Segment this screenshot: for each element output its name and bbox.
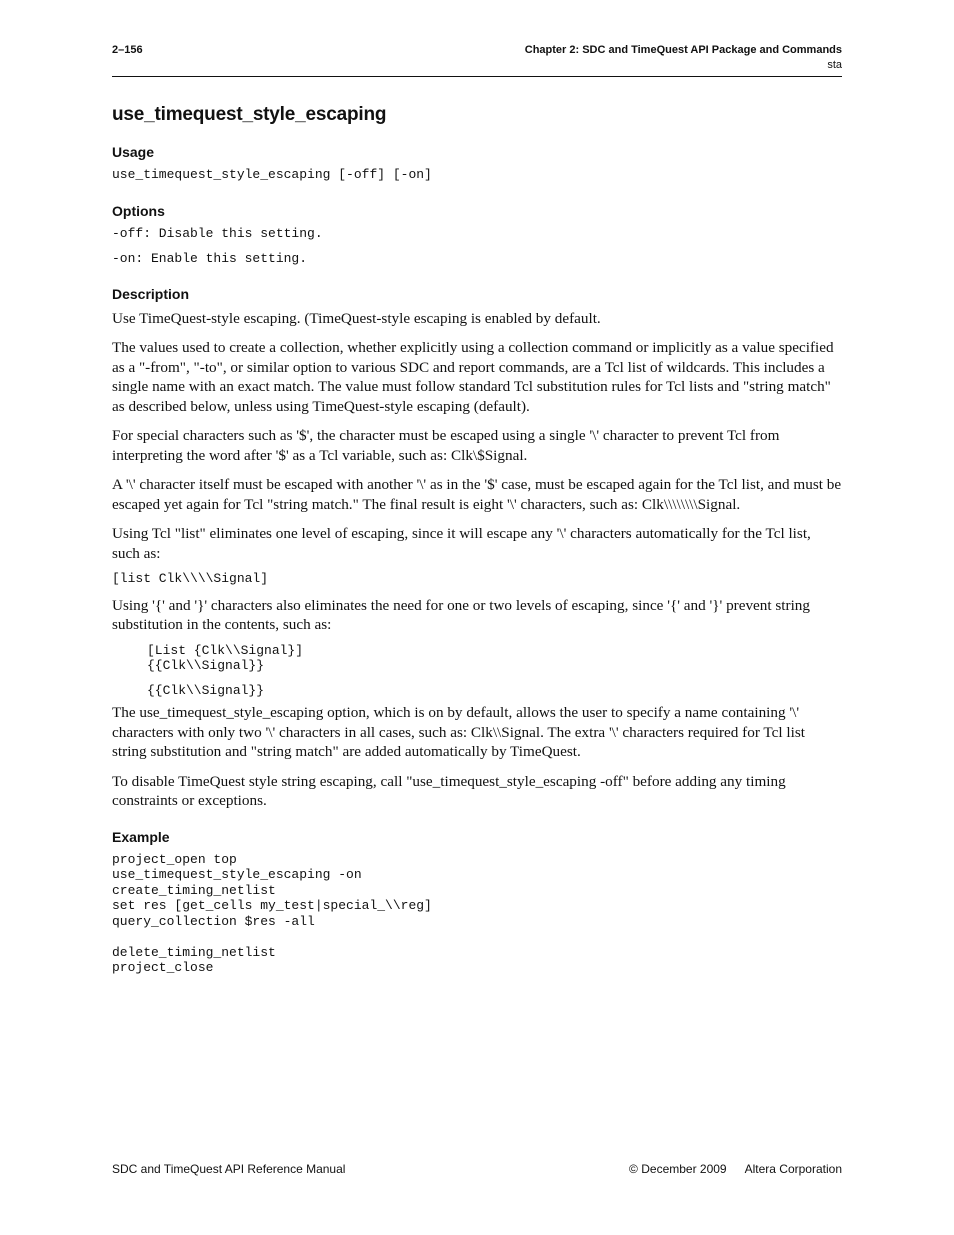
description-paragraph-2: The values used to create a collection, whether explicitly using a collection command or implicitly as a value specified as a "-from", "-to", or similar option to various SDC and report commands, are a Tcl list of wildcards. This includes a single name with an exact match. The value must follow standard Tcl substitution rules for Tcl lists and "string match" as described below, unless using TimeQuest-style escaping (default). bbox=[112, 339, 834, 415]
page-content bbox=[112, 104, 842, 976]
package-name: sta bbox=[827, 59, 842, 71]
description-paragraph-1: Use TimeQuest-style escaping. (TimeQuest-style escaping is enabled by default. bbox=[112, 309, 601, 327]
description-heading: Description bbox=[112, 285, 190, 302]
description-paragraph-6: Using '{' and '}' characters also eliminates the need for one or two levels of escaping, since '{' and '}' prevent string substitution in the contents, such as: bbox=[112, 596, 810, 633]
options-heading: Options bbox=[112, 202, 165, 219]
header-divider bbox=[112, 76, 842, 77]
company-name: Altera Corporation bbox=[744, 1162, 842, 1176]
usage-code: use_timequest_style_escaping [-off] [-on] bbox=[112, 167, 432, 182]
chapter-title: Chapter 2: SDC and TimeQuest API Package and Commands bbox=[524, 44, 842, 56]
description-paragraph-4: A '\' character itself must be escaped with another '\' as in the '$' case, must be escaped again for the Tcl list, and must be escaped yet again for Tcl "string match." The final result is eight '\' characters, such as: Clk\\\\\\\\Signal. bbox=[112, 476, 842, 513]
description-paragraph-8: To disable TimeQuest style string escaping, call "use_timequest_style_escaping -off" before adding any timing constraints or exceptions. bbox=[112, 772, 786, 809]
usage-heading: Usage bbox=[112, 144, 155, 160]
option-on: -on: Enable this setting. bbox=[112, 251, 308, 266]
brace-example-code-3: {{Clk\\Signal}} bbox=[147, 682, 265, 698]
list-example-code: [list Clk\\\\Signal] bbox=[112, 571, 269, 586]
footer-right bbox=[629, 1162, 842, 1176]
example-code: project_open top use_timequest_style_escaping -on create_timing_netlist set res [get_cells my_test|special_\\reg] query_collection $res -all delete_timing_netlist project_close bbox=[112, 851, 432, 975]
example-heading: Example bbox=[112, 828, 170, 845]
copyright-date: © December 2009 bbox=[629, 1162, 727, 1176]
command-title: use_timequest_style_escaping bbox=[112, 104, 387, 125]
brace-example-code-1: [List {Clk\\Signal}] bbox=[147, 642, 304, 658]
brace-example-code-2: {{Clk\\Signal}} bbox=[147, 658, 265, 673]
page-number: 2–156 bbox=[112, 44, 143, 56]
manual-title: SDC and TimeQuest API Reference Manual bbox=[112, 1162, 346, 1176]
description-paragraph-7: The use_timequest_style_escaping option, which is on by default, allows the user to specify a name containing '\' characters with only two '\' characters in all cases, such as: Clk\\Signal. The extra '\' characters required for Tcl list string substitution and "string match" are added automatically by TimeQuest. bbox=[112, 704, 805, 760]
description-paragraph-3: For special characters such as '$', the character must be escaped using a single '\' character to prevent Tcl from interpreting the word after '$' as a Tcl variable, such as: Clk\$Signal. bbox=[112, 427, 780, 464]
option-off: -off: Disable this setting. bbox=[112, 225, 323, 241]
description-paragraph-5: Using Tcl "list" eliminates one level of escaping, since it will escape any '\' characters automatically for the Tcl list, such as: bbox=[112, 525, 811, 562]
